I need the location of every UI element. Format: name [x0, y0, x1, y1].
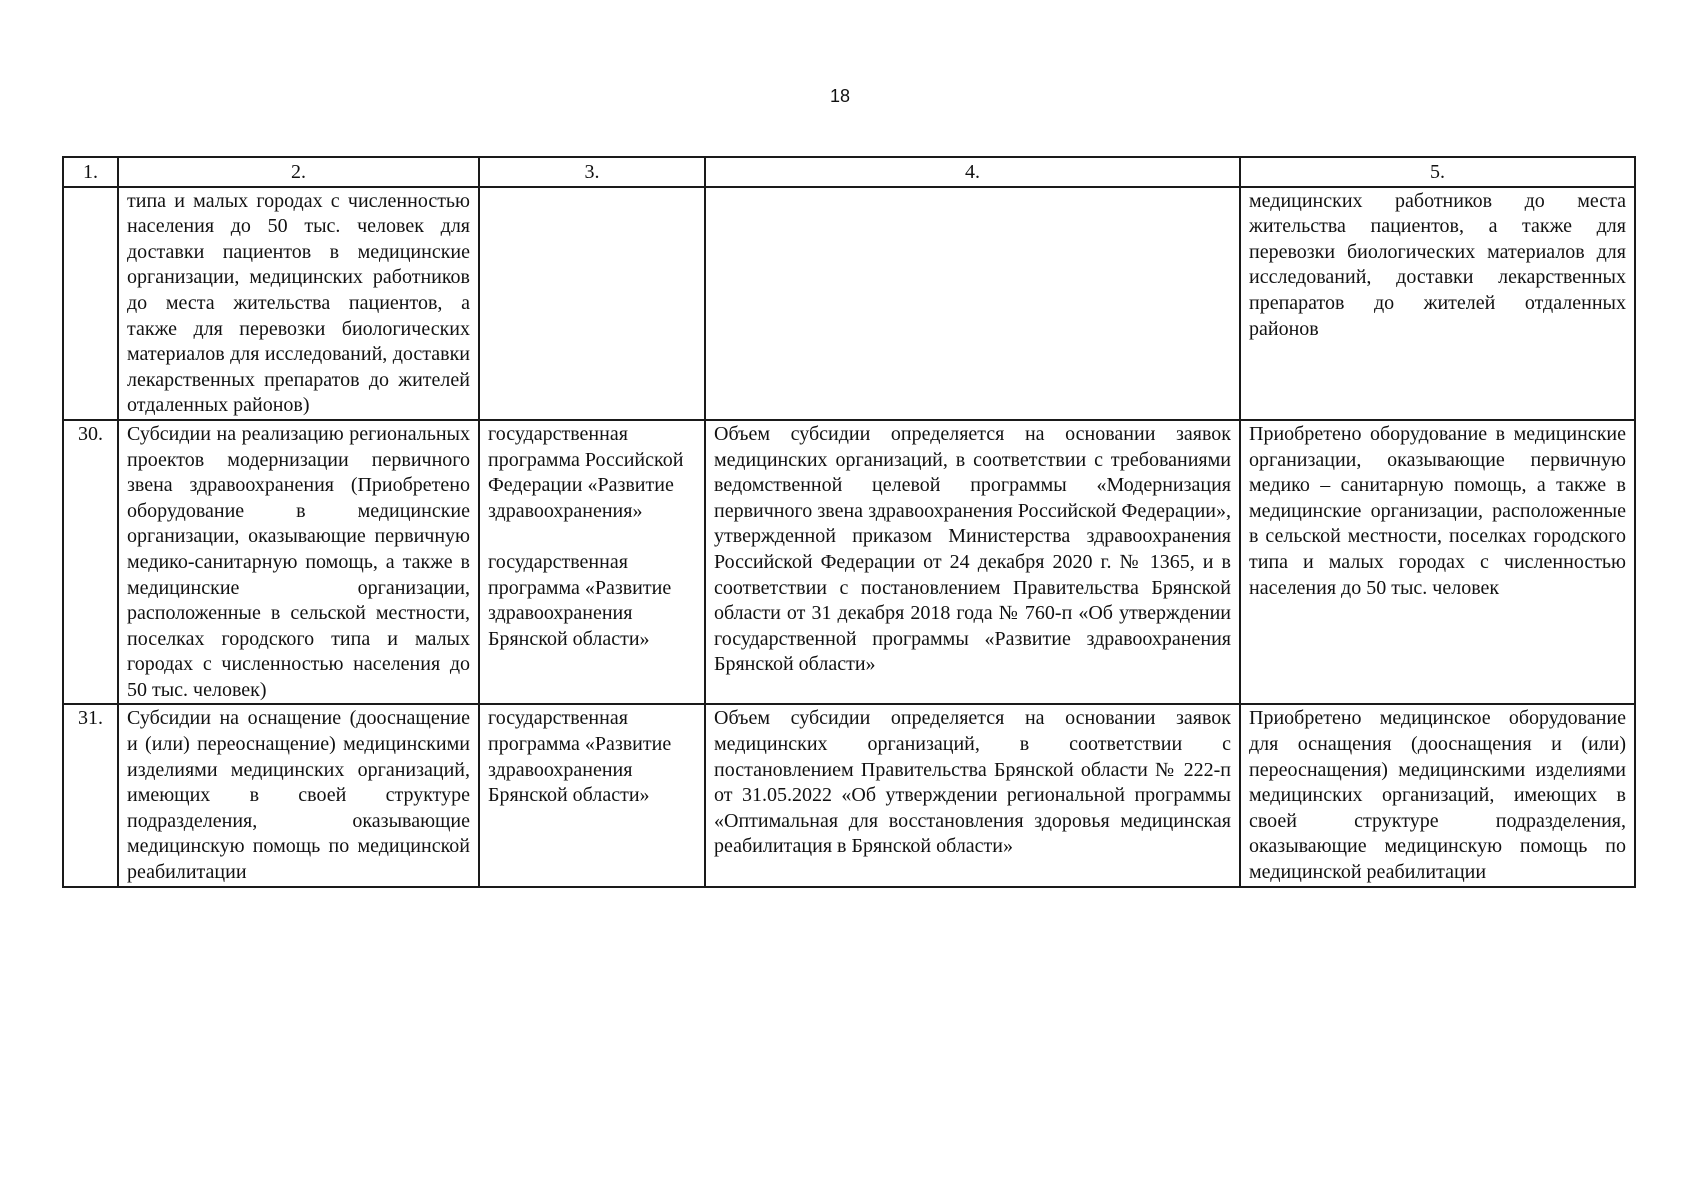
column-header-2: 2. [118, 157, 479, 187]
conditions-cell [705, 187, 1240, 420]
table-header-row [63, 157, 1635, 187]
program-cell [479, 187, 705, 420]
table-row [63, 704, 1635, 886]
program-cell [479, 704, 705, 886]
conditions-cell: Объем субсидии определяется на основании заявок медицинских организаций, в соответствии с постановлением Правительства Брянской области № 222-п от 31.05.2022 «Об утверждении региональной программы «Оптимальная для восстановления здоровья медицинская реабилитация в Брянской области» [705, 704, 1240, 886]
program-cell [479, 420, 705, 705]
row-number [63, 187, 118, 420]
table-row [63, 420, 1635, 705]
subsidy-name-cell: Субсидии на оснащение (дооснащение и (или) переоснащение) медицинскими изделиями медицинских организаций, имеющих в своей структуре подразделения, оказывающие медицинскую помощь по медицинской реабилитации [118, 704, 479, 886]
regional-program-text: государственная программа «Развитие здравоохранения Брянской области» [488, 707, 672, 807]
column-header-1: 1. [63, 157, 118, 187]
subsidy-name-cell: типа и малых городах с численностью населения до 50 тыс. человек для доставки пациентов в медицинские организации, медицинских работников до места жительства пациентов, а также для перевозки биологических материалов для исследований, доставки лекарственных препаратов до жителей отдаленных районов) [118, 187, 479, 420]
conditions-cell: Объем субсидии определяется на основании заявок медицинских организаций, в соответствии с требованиями ведомственной целевой программы «Модернизация первичного звена здравоохранения Российской Федерации», утвержденной приказом Министерства здравоохранения Российской Федерации от 24 декабря 2020 г. № 1365, и в соответствии с постановлением Правительства Брянской области от 31 декабря 2018 года № 760-п «Об утверждении государственной программы «Развитие здравоохранения Брянской области» [705, 420, 1240, 705]
column-header-4: 4. [705, 157, 1240, 187]
table-row [63, 187, 1635, 420]
subsidies-table [62, 156, 1636, 888]
result-cell: Приобретено оборудование в медицинские организации, оказывающие первичную медико – санитарную помощь, а также в медицинские организации, расположенные в сельской местности, поселках городского типа и малых городах с численностью населения до 50 тыс. человек [1240, 420, 1635, 705]
column-header-3: 3. [479, 157, 705, 187]
regional-program-text: государственная программа «Развитие здравоохранения Брянской области» [488, 550, 672, 650]
row-number: 31. [63, 704, 118, 886]
subsidy-name-cell: Субсидии на реализацию региональных проектов модернизации первичного звена здравоохранения (Приобретено оборудование в медицинские организации, оказывающие первичную медико-санитарную помощь, а также в медицинские организации, расположенные в сельской местности, поселках городского типа и малых городах с численностью населения до 50 тыс. человек) [118, 420, 479, 705]
column-header-5: 5. [1240, 157, 1635, 187]
result-cell: медицинских работников до места жительства пациентов, а также для перевозки биологических материалов для исследований, доставки лекарственных препаратов до жителей отдаленных районов [1240, 187, 1635, 420]
result-cell: Приобретено медицинское оборудование для оснащения (дооснащения и (или) переоснащения) медицинскими изделиями медицинских организаций, имеющих в своей структуре подразделения, оказывающие медицинскую помощь по медицинской реабилитации [1240, 704, 1635, 886]
row-number: 30. [63, 420, 118, 705]
page-number: 18 [829, 86, 851, 106]
federal-program-text: государственная программа Российской Федерации «Развитие здравоохранения» [488, 422, 684, 522]
